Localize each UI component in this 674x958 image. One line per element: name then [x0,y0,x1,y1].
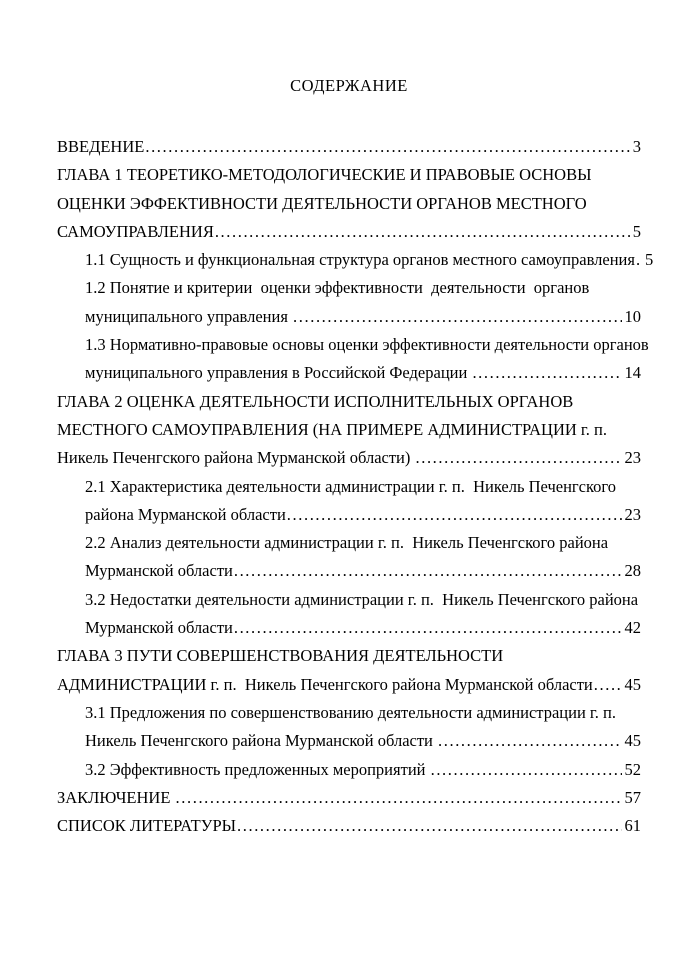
toc-entry-text: 3.2 Эффективность предложенных мероприятий [85,759,430,779]
toc-entry-line: 2.2 Анализ деятельности администрации г. п. Никель Печенгского района [85,533,609,553]
dot-leader [145,133,629,161]
toc-entry-line: ГЛАВА 1 ТЕОРЕТИКО-МЕТОДОЛОГИЧЕСКИЕ И ПРАВОВЫЕ ОСНОВЫ [57,165,592,185]
toc-entry-line [57,444,641,472]
toc-entry-line: 3.2 Недостатки деятельности администрации г. п. Никель Печенгского района [85,589,639,609]
toc-entry-line: 3.1 Предложения по совершенствованию деятельности администрации г. п. [85,702,617,722]
toc-entry [57,388,641,473]
toc-entry-line [57,133,641,161]
dot-leader [234,614,622,642]
page-number: 14 [624,363,641,383]
toc-entry-text: САМОУПРАВЛЕНИЯ [57,221,214,241]
page-number: 23 [624,448,641,468]
toc-entry-line [57,812,641,840]
toc-entry-line: 2.1 Характеристика деятельности администрации г. п. Никель Печенгского [85,476,617,496]
toc-entry-text: Никель Печенгского района Мурманской области) [57,448,415,468]
dot-leader [215,218,630,246]
page-number: 10 [624,306,641,326]
dot-leader [287,501,622,529]
toc-entry-line [57,784,641,812]
toc-entry [57,756,641,784]
toc-entry-line: ГЛАВА 2 ОЦЕНКА ДЕЯТЕЛЬНОСТИ ИСПОЛНИТЕЛЬНЫХ ОРГАНОВ [57,391,574,411]
page-number: 52 [624,759,641,779]
toc-entry [57,586,641,643]
toc-entry-line [57,218,641,246]
page-number: 5 [644,250,654,270]
toc-entry-line [57,671,641,699]
page-number: 3 [632,137,641,156]
dot-leader [176,784,622,812]
page-number: 42 [624,618,641,638]
dot-leader [438,727,621,755]
toc-entry-line: 1.2 Понятие и критерии оценки эффективности деятельности органов [85,278,590,298]
toc-entry [57,274,641,331]
toc-entry-line: МЕСТНОГО САМОУПРАВЛЕНИЯ (НА ПРИМЕРЕ АДМИНИСТРАЦИИ г. п. [57,419,608,439]
toc-entry [57,161,641,246]
toc-entry-line [85,727,641,755]
toc-entry [57,331,649,388]
toc-entry-text: ЗАКЛЮЧЕНИЕ [57,787,175,807]
toc-entry-text: муниципального управления в Российской Федерации [85,363,472,383]
toc-entry-line [85,756,641,784]
toc-entry-line: 1.3 Нормативно-правовые основы оценки эффективности деятельности органов [85,335,649,355]
toc-entry-text: муниципального управления [85,306,293,326]
toc-entry [57,642,641,699]
toc-list [57,133,654,840]
toc-entry [57,529,641,586]
dot-leader [416,444,622,472]
dot-leader [431,756,622,784]
toc-entry-text: Никель Печенгского района Мурманской области [85,731,438,751]
toc-entry [57,473,641,530]
dot-leader [594,671,622,699]
toc-entry-line [85,359,641,387]
toc-entry-line [85,614,641,642]
toc-entry-line [85,246,654,274]
toc-entry-line: ГЛАВА 3 ПУТИ СОВЕРШЕНСТВОВАНИЯ ДЕЯТЕЛЬНОСТИ [57,646,504,666]
toc-entry [57,133,641,161]
toc-entry-line: ОЦЕНКИ ЭФФЕКТИВНОСТИ ДЕЯТЕЛЬНОСТИ ОРГАНОВ МЕСТНОГО [57,193,587,213]
page-number: 23 [624,504,641,524]
toc-entry-text: района Мурманской области [85,504,286,524]
toc-entry-text: ВВЕДЕНИЕ [57,137,145,156]
page-number: 28 [624,561,641,581]
toc-title: СОДЕРЖАНИЕ [290,76,408,95]
toc-entry-line [85,501,641,529]
toc-entry-line [85,303,641,331]
page-number: 5 [632,221,641,241]
dot-leader [293,303,621,331]
dot-leader [636,246,642,274]
page-number: 45 [624,731,641,751]
toc-entry [57,812,641,840]
toc-entry-line [85,557,641,585]
page-number: 61 [624,816,641,836]
toc-entry-text: АДМИНИСТРАЦИИ г. п. Никель Печенгского района Мурманской области [57,674,593,694]
toc-entry-text: Мурманской области [85,561,233,581]
toc-entry [57,784,641,812]
dot-leader [237,812,621,840]
page-number: 57 [624,787,641,807]
page-number: 45 [624,674,641,694]
toc-entry [57,699,641,756]
toc-entry-text: СПИСОК ЛИТЕРАТУРЫ [57,816,237,836]
dot-leader [234,557,622,585]
toc-entry-text: Мурманской области [85,618,233,638]
toc-entry-text: 1.1 Сущность и функциональная структура органов местного самоуправления [85,250,635,270]
dot-leader [472,359,621,387]
toc-entry [57,246,654,274]
